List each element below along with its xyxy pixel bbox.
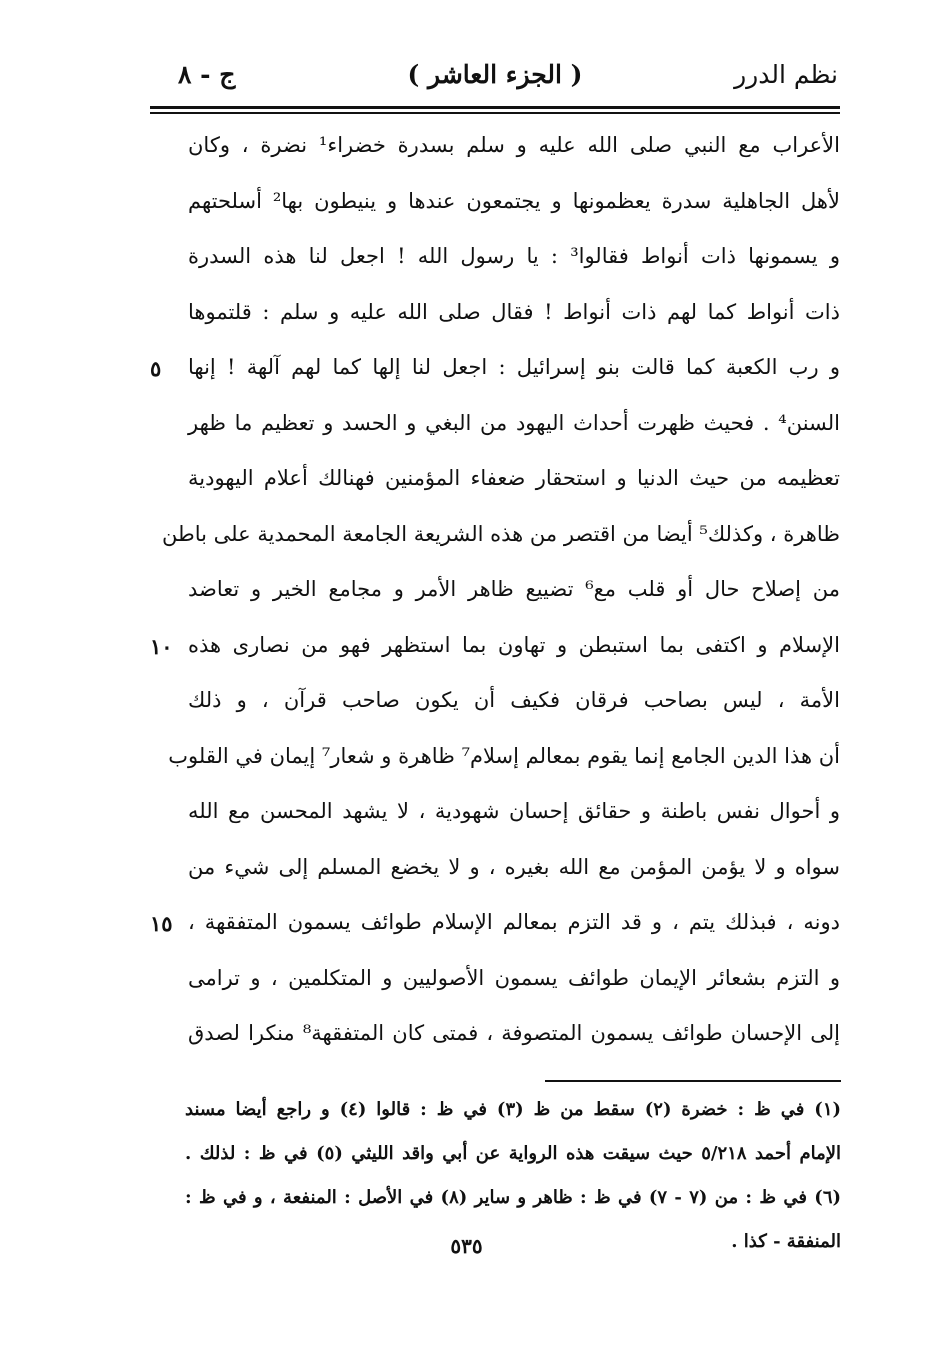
text-line: ظاهرة ، وكذلك⁵ أيضا من اقتصر من هذه الشريعة الجامعة المحمدية على باطن	[162, 521, 840, 546]
main-text	[162, 118, 840, 1062]
volume-label: ج - ٨	[178, 60, 236, 89]
text-line: الأعراب مع النبي صلى الله عليه و سلم بسدرة خضراء¹ نضرة ، وكان	[188, 133, 840, 157]
text-line: السنن⁴ . فحيث ظهرت أحداث اليهود من البغي و الحسد و تعظيم ما ظهر	[188, 410, 840, 435]
text-line: الأمة ، ليس بصاحب فرقان فكيف أن يكون صاحب قرآن ، و ذلك	[188, 688, 840, 712]
text-line: من إصلاح حال أو قلب مع⁶ تضييع ظاهر الأمر و مجامع الخير و تعاضد	[188, 577, 840, 601]
footnote-line: (٦) في ظ : من (٧ - ٧) في ظ : ظاهر و ساير (٨) في الأصل : المنفعة ، و في ظ :	[185, 1187, 842, 1208]
footnote-separator	[545, 1080, 841, 1082]
page-number: ٥٣٥	[450, 1234, 483, 1258]
text-line: و رب الكعبة كما قالت بنو إسرائيل : اجعل لنا إلها كما لهم آلهة ! إنها	[188, 355, 840, 379]
running-header	[150, 52, 840, 100]
footnote-line: المنفقة - كذا .	[731, 1231, 841, 1252]
line-number-10: ١٠	[150, 634, 173, 659]
part-title: ( الجزء العاشر )	[407, 60, 583, 89]
footnote-line: الإمام أحمد ٥/٢١٨ حيث سيقت هذه الرواية عن أبي واقد الليثي (٥) في ظ : لذلك .	[185, 1143, 841, 1164]
header-rule-thin	[150, 112, 840, 114]
header-rule-thick	[150, 106, 840, 109]
footnote-line: (١) في ظ : خضرة (٢) سقط من ظ (٣) في ظ : قالوا (٤) و راجع أيضا مسند	[185, 1099, 842, 1120]
text-line: ذات أنواط كما لهم ذات أنواط ! فقال صلى الله عليه و سلم : قلتموها	[188, 299, 840, 324]
text-line: تعظيمه من حيث الدنيا و استحقار ضعفاء المؤمنين فهنالك أعلام اليهودية	[188, 466, 840, 490]
text-line: سواه و لا يؤمن المؤمن مع الله بغيره ، و لا يخضع المسلم إلى شيء من	[188, 854, 840, 879]
line-number-5: ٥	[150, 356, 162, 381]
text-line: دونه ، فبذلك يتم ، و قد التزم بمعالم الإسلام طوائف يسمون المتفقهة ،	[188, 910, 840, 934]
text-line: و التزم بشعائر الإيمان طوائف يسمون الأصوليين و المتكلمين ، و ترامى	[188, 965, 840, 990]
line-number-15: ١٥	[150, 911, 173, 936]
text-line: الإسلام و اكتفى بما استبطن و تهاون بما استظهر فهو من نصارى هذه	[188, 632, 840, 657]
text-line: أن هذا الدين الجامع إنما يقوم بمعالم إسلام⁷ ظاهرة و شعار⁷ إيمان في القلوب	[168, 743, 840, 768]
book-title: نظم الدرر	[734, 60, 838, 89]
text-line: إلى الإحسان طوائف يسمون المتصوفة ، فمتى كان المتفقهة⁸ منكرا لصدق	[188, 1021, 840, 1045]
text-line: لأهل الجاهلية سدرة يعظمونها و يجتمعون عندها و ينيطون بها² أسلحتهم	[188, 188, 840, 213]
text-line: و أحوال نفس باطنة و حقائق إحسان شهودية ، لا يشهد المحسن مع الله	[188, 799, 840, 823]
text-line: و يسمونها ذات أنواط فقالوا³ : يا رسول الله ! اجعل لنا هذه السدرة	[188, 244, 840, 268]
